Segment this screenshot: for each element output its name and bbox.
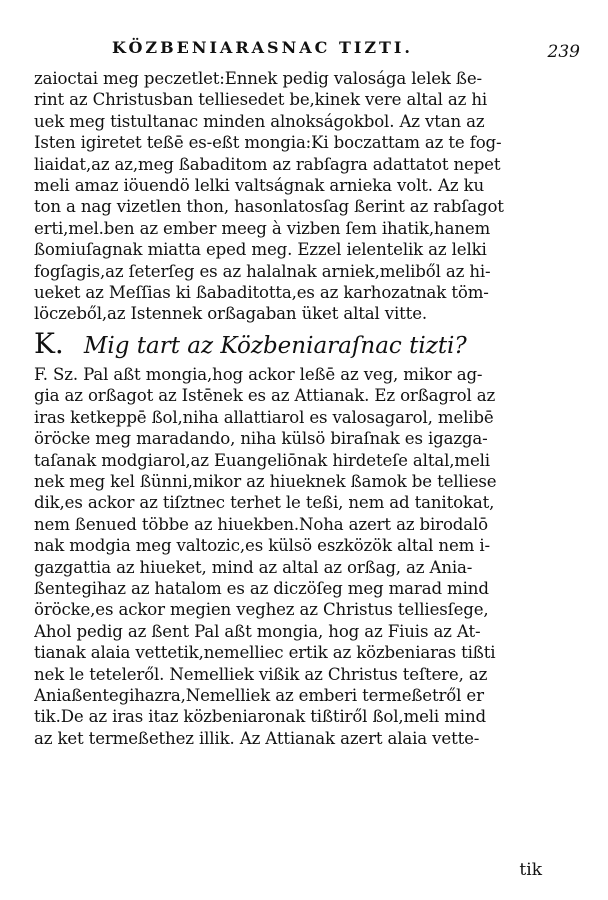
text-line: gazgattia az hiueket, mind az altal az orßag, az Ania-	[34, 557, 473, 577]
text-line: iras ketkeppē ßol,niha allattiarol es valosagarol, melibē	[34, 407, 494, 427]
text-line: zaioctai meg peczetlet:Ennek pedig valosága lelek ße-	[34, 69, 482, 88]
text-line: erti,mel.ben az ember meeg à vizben ſem ihatik,hanem	[34, 218, 491, 238]
text-line: tianak alaia vettetik,nemelliec ertik az közbeniaras tißti	[34, 643, 496, 663]
text-line: Ahol pedig az ßent Pal aßt mongia, hog az Fiuis az At-	[34, 621, 481, 641]
text-line: taſanak modgiarol,az Euangeliōnak hirdeteſe altal,meli	[34, 450, 490, 470]
text-line: Aniaßentegihazra,Nemelliek az emberi termeßetről er	[34, 685, 484, 705]
page-number: 239	[547, 42, 580, 62]
running-title: KÖZBENIARASNAC TIZTI.	[112, 38, 413, 57]
text-line: öröcke,es ackor megien veghez az Christus telliesſege,	[34, 600, 489, 620]
question-letter: K.	[34, 326, 64, 360]
question-text: Mig tart az Közbeniaraſnac tizti?	[83, 332, 467, 359]
text-line: rint az Christusban telliesedet be,kinek vere altal az hi	[34, 90, 488, 110]
text-line: gia az orßagot az Istēnek es az Attianak. Ez orßagrol az	[34, 386, 496, 406]
body-text-before	[34, 68, 548, 325]
text-line: nem ßenued többe az hiuekben.Noha azert az birodalō	[34, 514, 489, 534]
text-line: Isten igiretet teßē es-eßt mongia:Ki boczattam az te fog-	[34, 133, 502, 153]
text-line: tik.De az iras itaz közbeniaronak tißtiről ßol,meli mind	[34, 707, 486, 727]
text-line: fogſagis,az ſeterſeg es az halalnak arniek,meliből az hi-	[34, 261, 491, 281]
question-heading	[34, 327, 548, 360]
catchword: tik	[519, 860, 542, 880]
body-text-after	[34, 364, 548, 749]
text-line: ßomiuſagnak miatta eped meg. Ezzel ielentelik az lelki	[34, 240, 487, 260]
text-line: liaidat,az az,meg ßabaditom az rabſagra adattatot nepet	[34, 154, 501, 174]
text-line: dik,es ackor az tiſztnec terhet le teßi, nem ad tanitokat,	[34, 493, 495, 513]
running-head	[34, 38, 580, 68]
text-line: az ket termeßethez illik. Az Attianak azert alaia vette-	[34, 728, 480, 748]
text-line: ßentegihaz az hatalom es az diczöſeg meg marad mind	[34, 578, 489, 598]
text-line: uek meg tistultanac minden alnokságokbol. Az vtan az	[34, 111, 485, 131]
text-line: öröcke meg maradando, niha külsö biraſnak es igazga-	[34, 429, 488, 449]
text-line: nek le teteleről. Nemelliek vißik az Christus teſtere, az	[34, 664, 488, 684]
text-line: nak modgia meg valtozic,es külsö eszközök altal nem i-	[34, 536, 490, 556]
text-line: F. Sz. Pal aßt mongia,hog ackor leßē az veg, mikor ag-	[34, 364, 483, 384]
text-line: nek meg kel ßünni,mikor az hiueknek ßamok be telliese	[34, 471, 497, 491]
text-line: meli amaz iöuendö lelki valtságnak arnieka volt. Az ku	[34, 176, 485, 196]
text-line: löczeből,az Istennek orßagaban üket altal vitte.	[34, 304, 427, 324]
text-line: ton a nag vizetlen thon, hasonlatosſag ßerint az rabſagot	[34, 197, 504, 217]
text-line: ueket az Meſſias ki ßabaditotta,es az karhozatnak töm-	[34, 283, 489, 303]
